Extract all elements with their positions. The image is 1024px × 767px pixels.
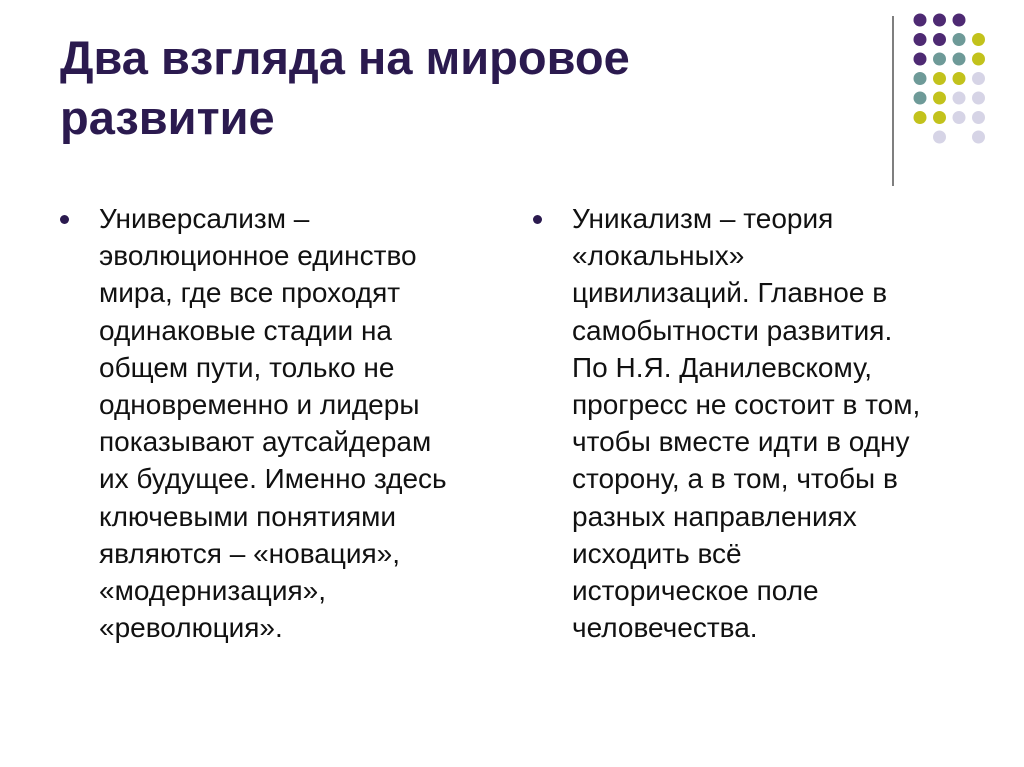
decorative-dot [933,33,946,46]
bullet-icon [60,215,69,224]
left-bullet-text: Универсализм – эволюционное единство мира, где все проходят одинаковые стадии на общем пути, только не одновременно и лидеры показывают аутсайдерам их будущее. Именно здесь ключевыми понятиями являются – «новация», «модернизация», «революция». [99,203,447,644]
decorative-dot [953,111,966,124]
decorative-dot-grid [0,0,1024,200]
decorative-dot [972,111,985,124]
decorative-dot [953,14,966,27]
decorative-dot [933,92,946,105]
left-column [60,200,500,646]
decorative-dot [933,53,946,66]
decorative-dot [914,72,927,85]
decorative-dot [972,33,985,46]
decorative-dot [914,92,927,105]
decorative-dot [933,14,946,27]
decorative-dot [933,72,946,85]
decorative-dot [914,14,927,27]
decorative-dot [972,92,985,105]
right-column [533,200,973,646]
decorative-dot [933,111,946,124]
decorative-dot [933,131,946,144]
slide-title: Два взгляда на мировое развитие [60,31,630,144]
decorative-dot [972,131,985,144]
decorative-dot [972,53,985,66]
decorative-dot [914,33,927,46]
bullet-icon [533,215,542,224]
decorative-dot [914,111,927,124]
decorative-dot [953,72,966,85]
right-bullet-text: Уникализм – теория «локальных» цивилизаций. Главное в самобытности развития. По Н.Я. Данилевскому, прогресс не состоит в том, чтобы вместе идти в одну сторону, а в том, чтобы в разных направлениях исходить всё историческое поле человечества. [572,203,921,644]
decorative-dot [953,33,966,46]
decorative-dot [953,53,966,66]
decorative-dot [953,92,966,105]
decorative-dot [972,72,985,85]
decorative-dot [914,53,927,66]
